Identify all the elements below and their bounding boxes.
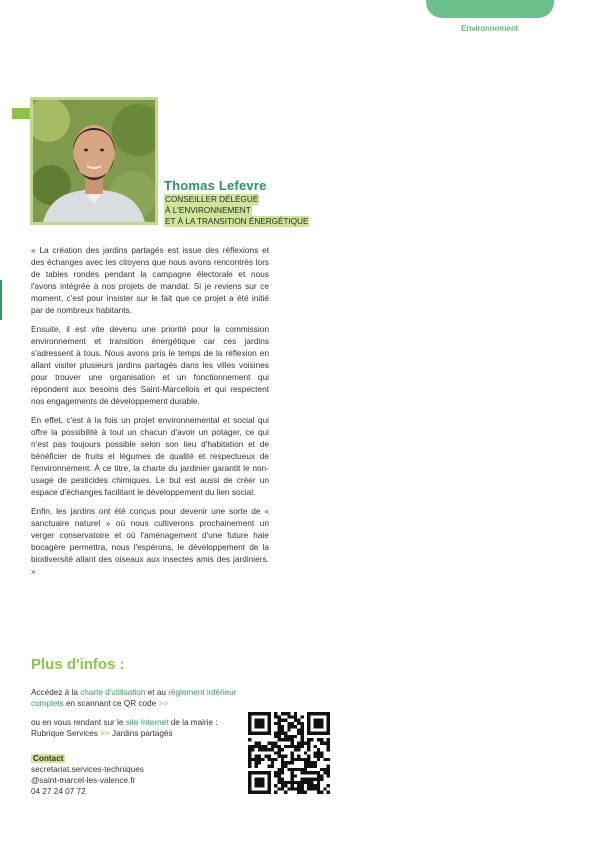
contact-label: Contact bbox=[33, 754, 64, 763]
contact-email[interactable]: secretariat.services-techniques bbox=[31, 765, 144, 774]
info-text: ou en vous rendant sur le bbox=[31, 718, 126, 727]
info-text: en scannant ce QR code bbox=[63, 699, 159, 708]
section-tab bbox=[426, 0, 554, 18]
chevrons-icon: >> bbox=[100, 729, 110, 738]
contact-block bbox=[31, 753, 251, 797]
info-text: et au bbox=[145, 688, 169, 697]
info-text: Accédez à la bbox=[31, 688, 81, 697]
info-text: Jardins partagés bbox=[109, 729, 173, 738]
person-name: Thomas Lefevre bbox=[164, 178, 267, 193]
quote-paragraph: Enfin, les jardins ont été conçus pour devenir une sorte de « sanctuaire naturel » où nous cultiverons prochainement un verger conservatoire et où l'aménagement d'une future haie bocagère permettra, nous l'espérons, le développement de la biodiversité allant des oiseaux aux insectes amis des jardiniers. » bbox=[31, 506, 269, 576]
chevrons-icon: >> bbox=[158, 699, 169, 708]
rules-link[interactable]: règlement intérieur complets bbox=[31, 688, 237, 708]
contact-phone[interactable]: 04 27 24 07 72 bbox=[31, 787, 86, 796]
portrait-photo bbox=[33, 100, 155, 222]
person-role bbox=[164, 194, 309, 227]
info-text: de la mairie : Rubrique Services bbox=[31, 718, 218, 738]
quote-paragraph: « La création des jardins partagés est issue des réflexions et des échanges avec les citoyens que nous avons rencontrés lors de tables rondes pendant la campagne électorale et nous l'avons intégrée à nos projets de mandat. Si je reviens sur ce moment, c'est pour insister sur le fait que ce projet a été initié par de nombreux habitants. bbox=[31, 245, 269, 315]
charter-link[interactable]: charte d'utilisation bbox=[80, 688, 146, 697]
website-instructions bbox=[31, 717, 243, 739]
role-line: À L'ENVIRONNEMENT bbox=[165, 206, 251, 215]
qr-instructions bbox=[31, 687, 251, 709]
quote-paragraph: En effet, c'est à la fois un projet environnemental et social qui offre la possibilité à tout un chacun d'avoir un potager, ce qui n'est pas toujours possible selon son lieu d'habitation et de bénéficier de fruits et légumes de qualité et respectueux de l'environnement. À ce titre, la charte du jardinier garantit le non-usage de pesticides chimiques. Le but est aussi de créer un espace d'échanges facilitant le développement du lien social. bbox=[31, 415, 269, 497]
role-line: ET À LA TRANSITION ÉNERGÉTIQUE bbox=[165, 217, 309, 226]
quote-body bbox=[31, 244, 269, 584]
contact-email[interactable]: @saint-marcel-les-valence.fr bbox=[31, 776, 136, 785]
role-line: CONSEILLER DÉLÉGUÉ bbox=[165, 195, 259, 204]
more-info-title: Plus d'infos : bbox=[31, 656, 125, 673]
qr-code[interactable] bbox=[248, 712, 330, 794]
section-label: Environnement bbox=[461, 23, 519, 33]
website-link[interactable]: site Internet bbox=[125, 718, 169, 727]
edge-mark bbox=[0, 280, 2, 320]
portrait-frame bbox=[30, 97, 158, 225]
quote-paragraph: Ensuite, il est vite devenu une priorité pour la commission environnement et transition énergétique car ces jardins s'adressent à tous. Nous avons pris le temps de la réflexion en allant visiter plusieurs jardins partagés dans les villes voisines pour trouver une organisation et un fonctionnement qui répondent aux besoins des Saint-Marcellois et qui respectent nos engagements de développement durable. bbox=[31, 324, 269, 406]
